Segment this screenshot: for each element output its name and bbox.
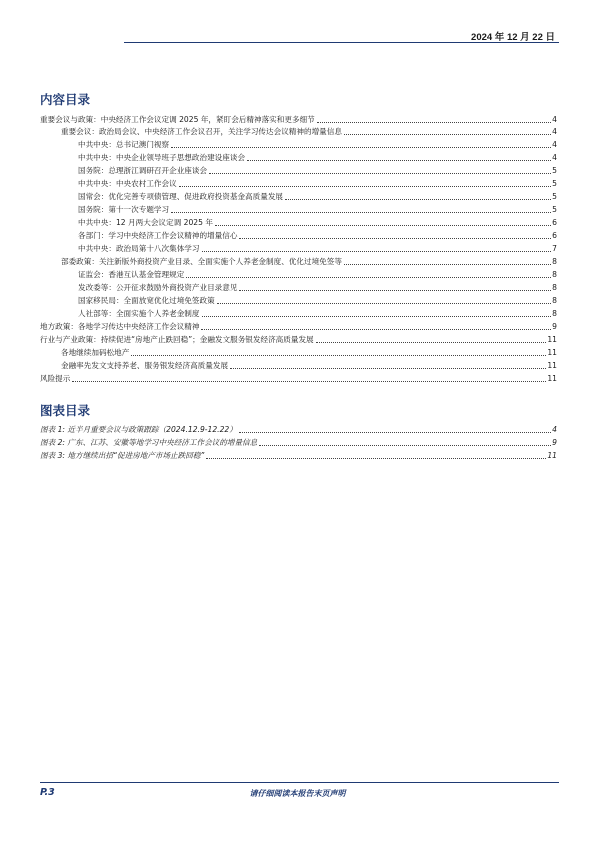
toc-leader [131,354,546,356]
toc-entry[interactable]: 中共中央：总书记澳门视察 4 [78,140,557,149]
figure-entry[interactable]: 图表 3: 地方继续出招“促进房地产市场止跌回稳” 11 [40,451,557,460]
toc-entry[interactable]: 国务院：第十一次专题学习 5 [78,205,557,214]
toc-leader [215,224,551,226]
toc-entry[interactable]: 中共中央：12 月两大会议定调 2025 年 6 [78,218,557,227]
footer-divider [40,782,559,783]
figure-entry[interactable]: 图表 2: 广东、江苏、安徽等地学习中央经济工作会议的增量信息 9 [40,438,557,447]
toc-entry[interactable]: 部委政策：关注新版外商投资产业目录、全面实施个人养老金制度、优化过境免签等 8 [61,257,557,266]
toc-leader [202,315,552,317]
toc-leader [202,250,552,252]
toc-entry[interactable]: 重要会议：政治局会议、中央经济工作会议召开，关注学习传达会议精神的增量信息 4 [61,127,557,136]
toc-leader [239,431,551,433]
toc-leader [72,380,546,382]
toc-leader [171,146,551,148]
toc-leader [230,367,546,369]
header-divider [124,42,559,43]
toc-leader [179,185,551,187]
toc-entry[interactable]: 国务院：总理浙江调研召开企业座谈会 5 [78,166,557,175]
toc-leader [209,172,551,174]
toc-leader [171,211,551,213]
footer-disclaimer: 请仔细阅读本报告末页声明 [249,789,346,798]
toc-entry[interactable]: 各部门：学习中央经济工作会议精神的增量信心 6 [78,231,557,240]
toc-entry[interactable]: 中共中央：政治局第十八次集体学习 7 [78,244,557,253]
toc-leader [239,237,551,239]
toc-entry[interactable]: 国家移民局：全面放宽优化过境免签政策 8 [78,296,557,305]
toc-entry[interactable]: 重要会议与政策：中央经济工作会议定调 2025 年，紧盯会后精神落实和更多细节 4 [40,115,557,124]
toc-entry[interactable]: 证监会：香港互认基金管理规定 8 [78,270,557,279]
toc-entry[interactable]: 国常会：优化完善专项债管理、促进政府投资基金高质量发展 5 [78,192,557,201]
toc-leader [344,133,551,135]
toc-leader [217,302,551,304]
toc-entry[interactable]: 风险提示 11 [40,374,557,383]
toc-leader [316,341,547,343]
toc-entry[interactable]: 中共中央：中央农村工作会议 5 [78,179,557,188]
figures-title: 图表目录 [40,403,91,418]
toc-entry[interactable]: 金融率先发文支持养老、服务银发经济高质量发展 11 [61,361,557,370]
toc-leader [247,159,551,161]
toc-leader [206,457,546,459]
toc-entry[interactable]: 中共中央：中央企业领导班子思想政治建设座谈会 4 [78,153,557,162]
toc-title: 内容目录 [40,92,91,107]
toc-leader [344,263,551,265]
toc-entry[interactable]: 发改委等：公开征求鼓励外商投资产业目录意见 8 [78,283,557,292]
toc-leader [239,289,551,291]
toc-entry[interactable]: 各地继续加码松地产 11 [61,348,557,357]
toc-leader [259,444,551,446]
figure-entry[interactable]: 图表 1: 近半月重要会议与政策跟踪（2024.12.9-12.22） 4 [40,425,557,434]
toc-entry[interactable]: 人社部等：全面实施个人养老金制度 8 [78,309,557,318]
report-date: 2024 年 12 月 22 日 [471,32,555,43]
toc-leader [201,328,551,330]
toc-entry[interactable]: 行业与产业政策：持续促进“房地产止跌回稳”；金融发文服务银发经济高质量发展 11 [40,335,557,344]
toc-leader [285,198,551,200]
toc-entry[interactable]: 地方政策：各地学习传达中央经济工作会议精神 9 [40,322,557,331]
toc-leader [186,276,551,278]
page-number: P.3 [40,787,55,798]
toc-leader [317,121,551,123]
